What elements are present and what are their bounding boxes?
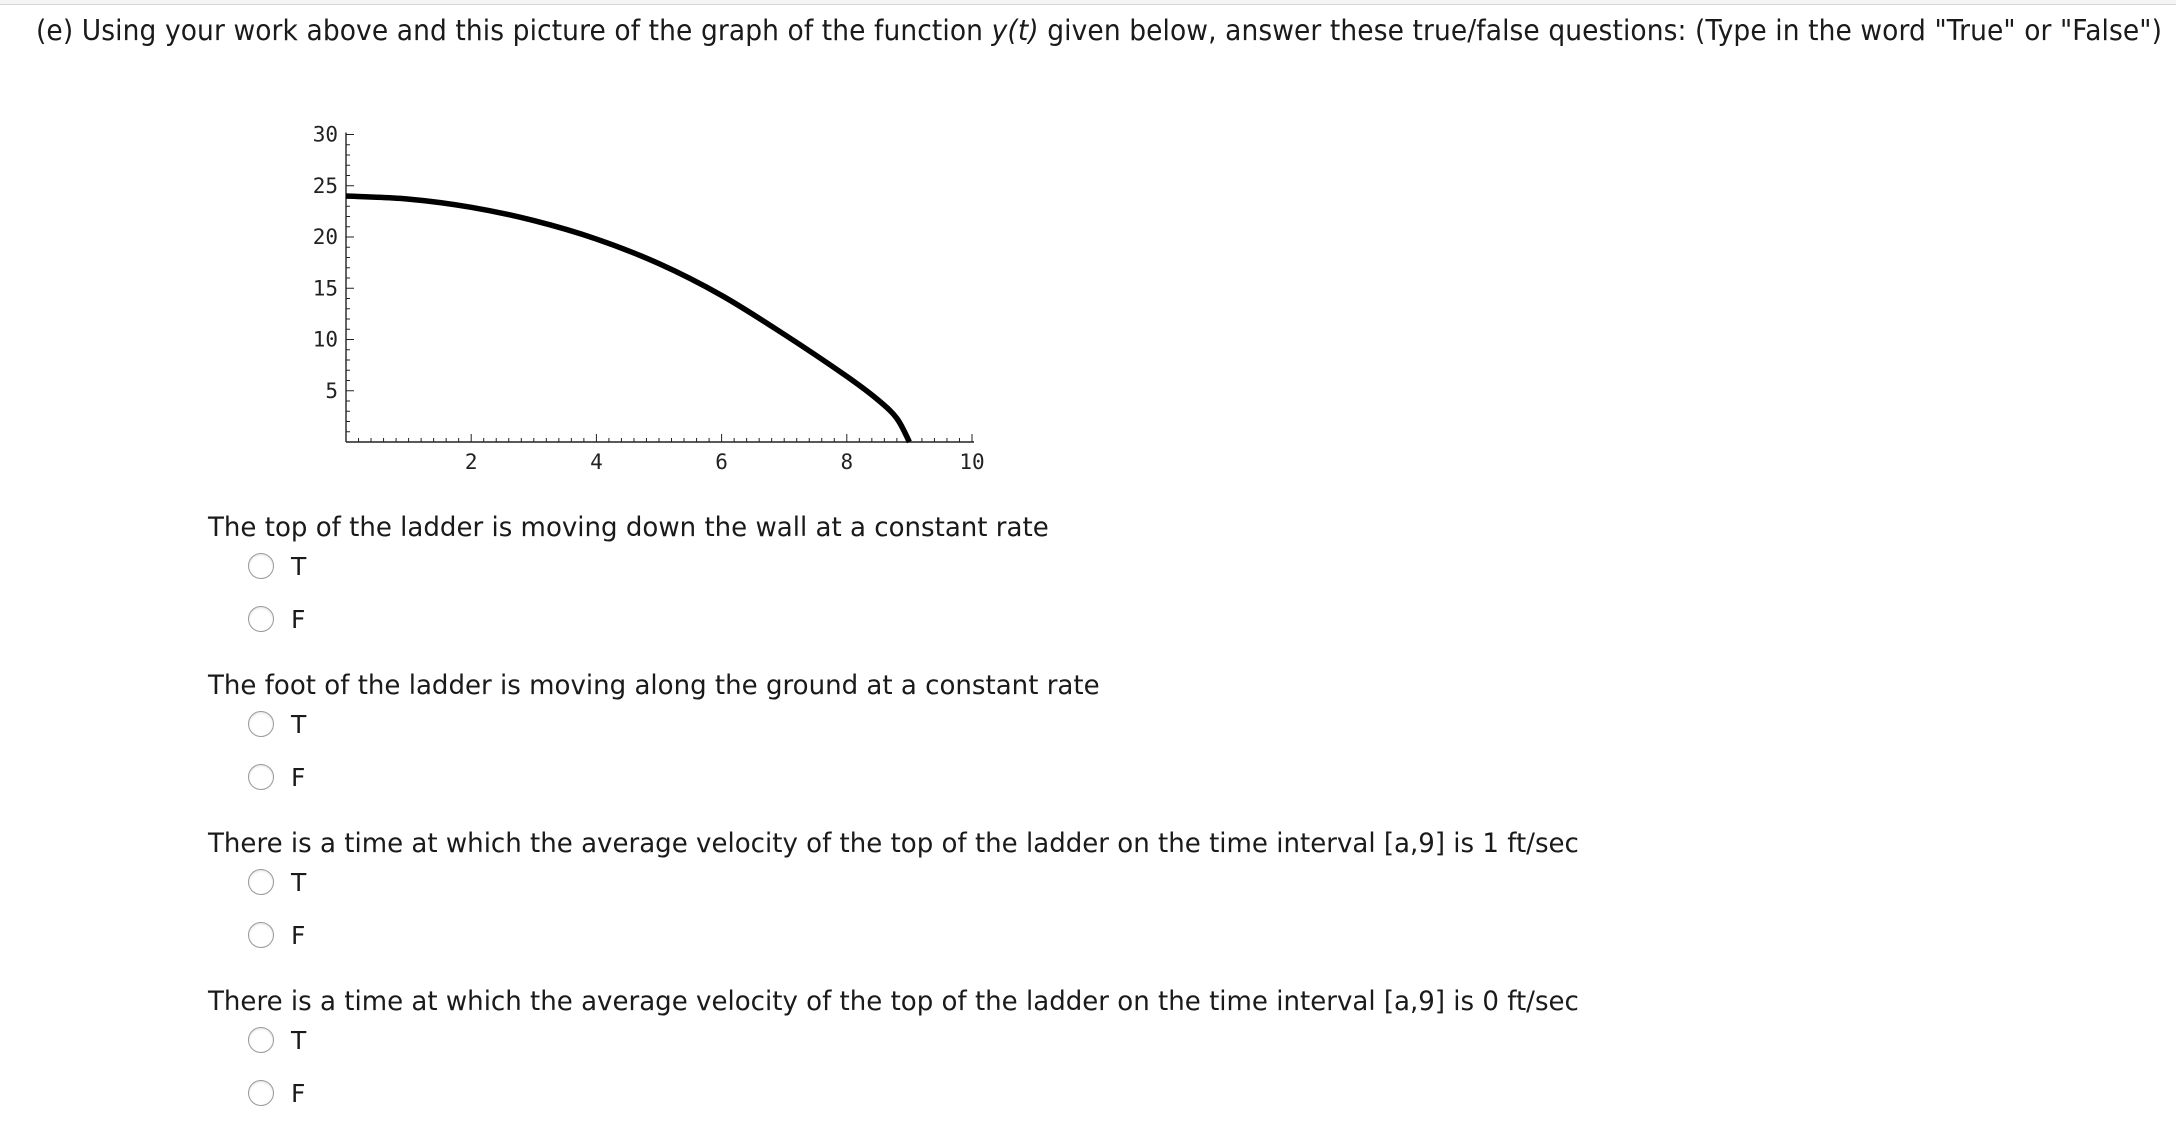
radio-button[interactable] bbox=[248, 553, 274, 579]
option-label: T bbox=[291, 709, 307, 739]
question-3-option-false[interactable] bbox=[248, 919, 305, 951]
question-prompt bbox=[36, 14, 2162, 47]
option-label: F bbox=[291, 1078, 306, 1108]
option-label: T bbox=[291, 1025, 307, 1055]
option-label: F bbox=[291, 762, 306, 792]
radio-button[interactable] bbox=[248, 711, 274, 737]
question-2-option-false[interactable] bbox=[248, 761, 305, 793]
chart-svg bbox=[280, 110, 1020, 490]
question-2-option-true[interactable] bbox=[248, 708, 306, 740]
graph-y-of-t bbox=[280, 110, 1020, 490]
x-tick-label: 10 bbox=[959, 450, 985, 474]
question-3-option-true[interactable] bbox=[248, 866, 306, 898]
y-tick-label: 10 bbox=[312, 327, 338, 352]
question-1-option-true[interactable] bbox=[248, 550, 306, 582]
question-4-option-false[interactable] bbox=[248, 1077, 305, 1109]
prompt-text-after: given below, answer these true/false questions: (Type in the word "True" or "False") bbox=[1038, 14, 2163, 47]
y-tick-label: 20 bbox=[312, 225, 338, 249]
y-tick-label: 15 bbox=[312, 276, 338, 301]
question-3-text: There is a time at which the average velocity of the top of the ladder on the time interval [a,9] is 1 ft/sec bbox=[208, 828, 1579, 859]
question-2-text: The foot of the ladder is moving along the ground at a constant rate bbox=[208, 670, 1100, 701]
x-tick-label: 8 bbox=[840, 450, 854, 474]
question-4-text: There is a time at which the average velocity of the top of the ladder on the time interval [a,9] is 0 ft/sec bbox=[208, 986, 1579, 1017]
radio-button[interactable] bbox=[248, 1080, 274, 1106]
x-tick-label: 6 bbox=[715, 450, 728, 474]
x-tick-label: 4 bbox=[590, 450, 603, 474]
x-tick-label: 2 bbox=[464, 450, 478, 474]
top-border bbox=[0, 0, 2176, 5]
option-label: T bbox=[291, 867, 307, 897]
question-4-option-true[interactable] bbox=[248, 1024, 306, 1056]
prompt-function-name: y(t) bbox=[991, 14, 1039, 47]
question-1-option-false[interactable] bbox=[248, 603, 305, 635]
radio-button[interactable] bbox=[248, 1027, 274, 1053]
option-label: F bbox=[291, 604, 306, 634]
question-1-text: The top of the ladder is moving down the wall at a constant rate bbox=[208, 512, 1049, 543]
y-tick-label: 25 bbox=[312, 173, 338, 198]
prompt-text-before: (e) Using your work above and this picture of the graph of the function bbox=[36, 14, 992, 47]
y-tick-label: 5 bbox=[325, 378, 338, 403]
radio-button[interactable] bbox=[248, 922, 274, 948]
option-label: F bbox=[291, 920, 306, 950]
radio-button[interactable] bbox=[248, 869, 274, 895]
radio-button[interactable] bbox=[248, 606, 274, 632]
series-line-y-of-t bbox=[346, 196, 909, 442]
radio-button[interactable] bbox=[248, 764, 274, 790]
option-label: T bbox=[291, 551, 307, 581]
y-tick-label: 30 bbox=[312, 122, 338, 147]
